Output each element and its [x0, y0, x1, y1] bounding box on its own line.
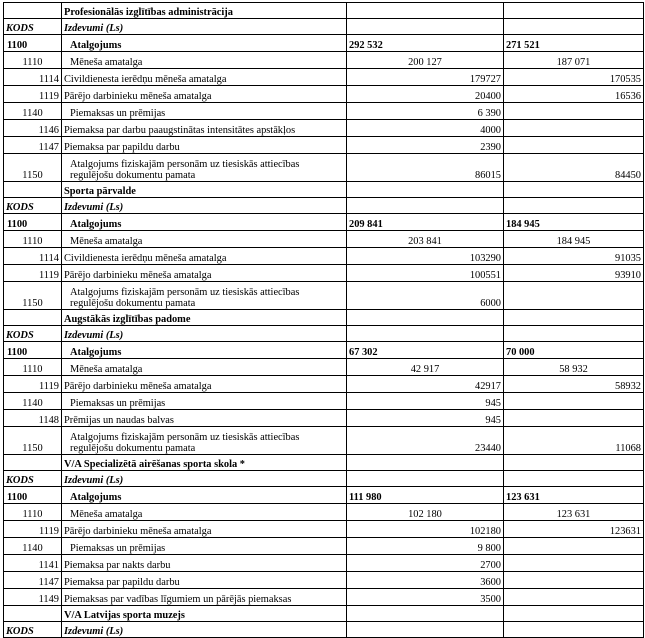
row-value-col1: 292 532: [347, 35, 504, 52]
kods-header: KODS: [4, 198, 62, 214]
table-row: [4, 487, 644, 504]
row-value-col2: [504, 393, 644, 410]
section-title: V/A Specializētā airēšanas sporta skola *: [62, 455, 347, 471]
empty-cell: [504, 310, 644, 326]
empty-cell: [504, 455, 644, 471]
empty-cell: [504, 19, 644, 35]
row-label: Piemaksa par papildu darbu: [62, 137, 347, 154]
row-code: 1140: [4, 538, 62, 555]
row-value-col1: 102 180: [347, 504, 504, 521]
row-code: 1146: [4, 120, 62, 137]
row-value-col1: 945: [347, 410, 504, 427]
section-title: V/A Latvijas sporta muzejs: [62, 606, 347, 622]
section-title: Sporta pārvalde: [62, 182, 347, 198]
row-label: Mēneša amatalga: [62, 504, 347, 521]
empty-cell: [347, 198, 504, 214]
row-value-col1: 100551: [347, 265, 504, 282]
row-label: Civildienesta ierēdņu mēneša amatalga: [62, 248, 347, 265]
row-code: 1148: [4, 410, 62, 427]
table-row: [4, 86, 644, 103]
table-row: [4, 35, 644, 52]
row-code: 1100: [4, 35, 62, 52]
table-row: [4, 427, 644, 455]
row-value-col1: 111 980: [347, 487, 504, 504]
row-label: Pārējo darbinieku mēneša amatalga: [62, 376, 347, 393]
row-label: Mēneša amatalga: [62, 359, 347, 376]
section-header-row: [4, 19, 644, 35]
row-label: Atalgojums fiziskajām personām uz tiesiskās attiecības regulējošu dokumentu pamata: [62, 427, 347, 455]
section-title-row: [4, 182, 644, 198]
row-value-col2: 70 000: [504, 342, 644, 359]
row-value-col1: 42917: [347, 376, 504, 393]
section-header-row: [4, 326, 644, 342]
row-value-col2: [504, 555, 644, 572]
row-code: 1149: [4, 589, 62, 606]
row-code: 1119: [4, 376, 62, 393]
row-label: Piemaksas un prēmijas: [62, 538, 347, 555]
row-value-col2: 16536: [504, 86, 644, 103]
empty-cell: [504, 3, 644, 19]
row-value-col1: 3600: [347, 572, 504, 589]
row-code: 1114: [4, 248, 62, 265]
row-code: 1147: [4, 137, 62, 154]
table-row: [4, 555, 644, 572]
empty-cell: [4, 310, 62, 326]
table-row: [4, 231, 644, 248]
row-value-col2: [504, 572, 644, 589]
row-code: 1140: [4, 393, 62, 410]
row-label: Piemaksas un prēmijas: [62, 393, 347, 410]
row-code: 1150: [4, 282, 62, 310]
salary-expenditure-table: [3, 2, 644, 638]
row-value-col1: 203 841: [347, 231, 504, 248]
empty-cell: [504, 182, 644, 198]
empty-cell: [504, 326, 644, 342]
kods-header: KODS: [4, 326, 62, 342]
row-code: 1110: [4, 231, 62, 248]
row-value-col2: [504, 137, 644, 154]
row-value-col2: 123 631: [504, 504, 644, 521]
row-value-col1: 3500: [347, 589, 504, 606]
empty-cell: [4, 606, 62, 622]
table-row: [4, 376, 644, 393]
row-value-col1: 4000: [347, 120, 504, 137]
row-label: Mēneša amatalga: [62, 231, 347, 248]
empty-cell: [4, 182, 62, 198]
row-value-col2: [504, 103, 644, 120]
row-label: Atalgojums: [62, 214, 347, 231]
row-value-col1: 67 302: [347, 342, 504, 359]
empty-cell: [347, 455, 504, 471]
kods-header: KODS: [4, 622, 62, 638]
table-row: [4, 521, 644, 538]
table-row: [4, 69, 644, 86]
section-header-row: [4, 471, 644, 487]
row-code: 1110: [4, 504, 62, 521]
expenses-header: Izdevumi (Ls): [62, 622, 347, 638]
row-code: 1119: [4, 265, 62, 282]
row-value-col1: 179727: [347, 69, 504, 86]
row-value-col2: 93910: [504, 265, 644, 282]
table-row: [4, 248, 644, 265]
empty-cell: [347, 3, 504, 19]
row-value-col2: [504, 120, 644, 137]
row-code: 1110: [4, 359, 62, 376]
row-value-col1: 103290: [347, 248, 504, 265]
empty-cell: [347, 326, 504, 342]
row-value-col1: 23440: [347, 427, 504, 455]
kods-header: KODS: [4, 19, 62, 35]
section-title: Profesionālās izglītības administrācija: [62, 3, 347, 19]
empty-cell: [347, 310, 504, 326]
row-code: 1100: [4, 487, 62, 504]
row-value-col2: 11068: [504, 427, 644, 455]
row-value-col2: 58932: [504, 376, 644, 393]
empty-cell: [347, 182, 504, 198]
table-row: [4, 393, 644, 410]
row-value-col2: 271 521: [504, 35, 644, 52]
empty-cell: [347, 19, 504, 35]
table-row: [4, 359, 644, 376]
expenses-header: Izdevumi (Ls): [62, 326, 347, 342]
row-value-col1: 6000: [347, 282, 504, 310]
row-value-col2: 58 932: [504, 359, 644, 376]
row-value-col1: 6 390: [347, 103, 504, 120]
row-code: 1147: [4, 572, 62, 589]
row-label: Atalgojums: [62, 342, 347, 359]
empty-cell: [4, 455, 62, 471]
row-code: 1141: [4, 555, 62, 572]
row-label: Piemaksas par vadības līgumiem un pārējās piemaksas: [62, 589, 347, 606]
row-value-col1: 42 917: [347, 359, 504, 376]
expenses-header: Izdevumi (Ls): [62, 19, 347, 35]
section-title-row: [4, 310, 644, 326]
row-value-col2: [504, 410, 644, 427]
row-label: Atalgojums fiziskajām personām uz tiesiskās attiecības regulējošu dokumentu pamata: [62, 282, 347, 310]
table-row: [4, 52, 644, 69]
table-row: [4, 282, 644, 310]
row-value-col2: 170535: [504, 69, 644, 86]
row-value-col2: 184 945: [504, 214, 644, 231]
row-value-col2: [504, 282, 644, 310]
row-code: 1150: [4, 427, 62, 455]
table-row: [4, 342, 644, 359]
expenses-header: Izdevumi (Ls): [62, 198, 347, 214]
section-title-row: [4, 3, 644, 19]
table-row: [4, 137, 644, 154]
row-label: Pārējo darbinieku mēneša amatalga: [62, 265, 347, 282]
row-value-col2: 84450: [504, 154, 644, 182]
row-value-col1: 9 800: [347, 538, 504, 555]
row-label: Mēneša amatalga: [62, 52, 347, 69]
section-header-row: [4, 198, 644, 214]
row-value-col1: 20400: [347, 86, 504, 103]
row-label: Piemaksas un prēmijas: [62, 103, 347, 120]
row-value-col1: 86015: [347, 154, 504, 182]
row-code: 1140: [4, 103, 62, 120]
row-code: 1119: [4, 521, 62, 538]
table-row: [4, 572, 644, 589]
row-value-col2: 123631: [504, 521, 644, 538]
empty-cell: [504, 471, 644, 487]
row-label: Atalgojums fiziskajām personām uz tiesiskās attiecības regulējošu dokumentu pamata: [62, 154, 347, 182]
table-row: [4, 103, 644, 120]
row-label: Civildienesta ierēdņu mēneša amatalga: [62, 69, 347, 86]
row-value-col1: 945: [347, 393, 504, 410]
table-row: [4, 589, 644, 606]
row-label: Piemaksa par papildu darbu: [62, 572, 347, 589]
section-title-row: [4, 606, 644, 622]
table-row: [4, 538, 644, 555]
table-row: [4, 410, 644, 427]
row-value-col2: [504, 538, 644, 555]
expenses-header: Izdevumi (Ls): [62, 471, 347, 487]
row-code: 1100: [4, 214, 62, 231]
row-label: Piemaksa par darbu paaugstinātas intensitātes apstākļos: [62, 120, 347, 137]
row-value-col1: 209 841: [347, 214, 504, 231]
row-value-col2: [504, 589, 644, 606]
row-label: Piemaksa par nakts darbu: [62, 555, 347, 572]
row-label: Atalgojums: [62, 487, 347, 504]
row-label: Pārējo darbinieku mēneša amatalga: [62, 86, 347, 103]
empty-cell: [504, 198, 644, 214]
row-code: 1114: [4, 69, 62, 86]
row-code: 1119: [4, 86, 62, 103]
table-row: [4, 504, 644, 521]
row-value-col1: 2390: [347, 137, 504, 154]
table-row: [4, 154, 644, 182]
row-value-col1: 2700: [347, 555, 504, 572]
section-title: Augstākās izglītības padome: [62, 310, 347, 326]
row-value-col2: 123 631: [504, 487, 644, 504]
empty-cell: [504, 606, 644, 622]
empty-cell: [347, 471, 504, 487]
row-code: 1110: [4, 52, 62, 69]
table-row: [4, 120, 644, 137]
row-code: 1150: [4, 154, 62, 182]
table-row: [4, 265, 644, 282]
table-row: [4, 214, 644, 231]
table-body: [4, 3, 644, 638]
row-value-col2: 184 945: [504, 231, 644, 248]
row-label: Pārējo darbinieku mēneša amatalga: [62, 521, 347, 538]
row-label: Atalgojums: [62, 35, 347, 52]
row-label: Prēmijas un naudas balvas: [62, 410, 347, 427]
empty-cell: [4, 3, 62, 19]
row-value-col2: 187 071: [504, 52, 644, 69]
row-value-col2: 91035: [504, 248, 644, 265]
kods-header: KODS: [4, 471, 62, 487]
row-value-col1: 200 127: [347, 52, 504, 69]
row-code: 1100: [4, 342, 62, 359]
row-value-col1: 102180: [347, 521, 504, 538]
empty-cell: [347, 606, 504, 622]
section-title-row: [4, 455, 644, 471]
